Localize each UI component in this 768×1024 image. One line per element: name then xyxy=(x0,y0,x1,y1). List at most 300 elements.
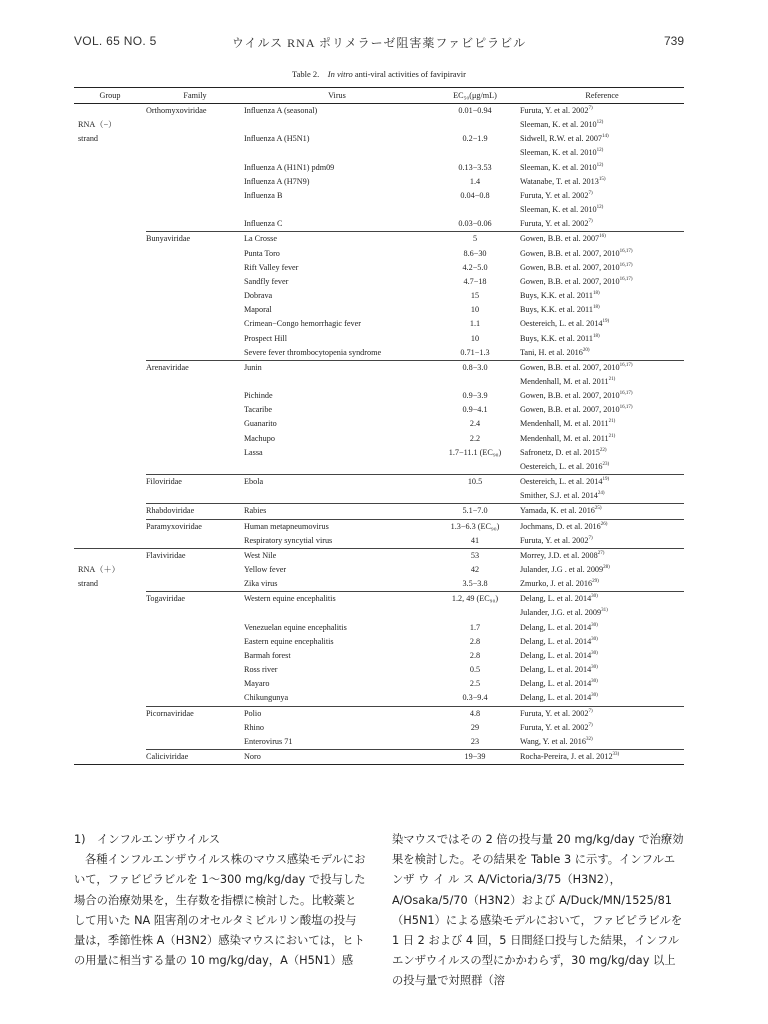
table-row xyxy=(74,175,684,189)
cell-family xyxy=(146,417,244,431)
table-row xyxy=(74,317,684,331)
cell-group xyxy=(74,303,146,317)
cell-ec50: 53 xyxy=(430,548,520,563)
cell-virus: Influenza B xyxy=(244,190,283,200)
cell-virus xyxy=(244,375,430,389)
cell-group xyxy=(74,606,146,620)
table-row xyxy=(74,346,684,361)
cell-group xyxy=(74,175,146,189)
cell-family xyxy=(146,691,244,706)
cell-group xyxy=(74,519,146,534)
cell-ec50: 19−39 xyxy=(430,750,520,765)
cell-reference xyxy=(520,563,684,577)
reference-citation-number: 19) xyxy=(602,319,610,325)
cell-group xyxy=(74,317,146,331)
table-row xyxy=(74,649,684,663)
table-row xyxy=(74,247,684,261)
cell-family xyxy=(146,289,244,303)
cell-family xyxy=(146,175,244,189)
cell-family xyxy=(146,563,244,577)
reference-citation-number: 33) xyxy=(612,752,620,758)
cell-reference xyxy=(520,663,684,677)
cell-reference xyxy=(520,332,684,346)
cell-reference xyxy=(520,635,684,649)
cell-reference xyxy=(520,706,684,721)
cell-virus: Junin xyxy=(244,360,430,375)
table-row xyxy=(74,475,684,490)
table-row xyxy=(74,663,684,677)
reference-citation-number: 16,17) xyxy=(619,405,633,411)
cell-family xyxy=(146,403,244,417)
cell-virus: Influenza A (H5N1) xyxy=(244,134,310,144)
cell-virus: Crimean−Congo hemorrhagic fever xyxy=(244,319,361,329)
cell-virus xyxy=(244,606,430,620)
cell-family: Rhabdoviridae xyxy=(146,504,244,519)
cell-group xyxy=(74,534,146,549)
cell-group xyxy=(74,360,146,375)
cell-group xyxy=(74,649,146,663)
cell-group xyxy=(74,261,146,275)
cell-ec50: 1.1 xyxy=(469,319,481,329)
cell-group xyxy=(74,247,146,261)
cell-ec50: 2.8 xyxy=(469,650,481,660)
cell-group xyxy=(74,706,146,721)
cell-group xyxy=(74,332,146,346)
table-row xyxy=(74,606,684,620)
cell-ec50: 0.9−3.9 xyxy=(462,391,488,401)
caption-prefix: Table 2. xyxy=(291,69,320,79)
cell-ec50: 0.13−3.53 xyxy=(458,162,492,172)
cell-reference xyxy=(520,375,684,389)
cell-virus: Polio xyxy=(244,706,430,721)
cell-virus xyxy=(244,146,430,160)
cell-virus: Noro xyxy=(244,750,430,765)
cell-reference xyxy=(520,691,684,706)
cell-virus xyxy=(244,460,430,475)
cell-reference xyxy=(520,403,684,417)
table-row xyxy=(74,635,684,649)
table-row xyxy=(74,621,684,635)
cell-virus: Barmah forest xyxy=(244,650,291,660)
cell-group xyxy=(74,489,146,504)
volume-label: VOL. 65 NO. 5 xyxy=(74,34,157,48)
cell-ec50: 10 xyxy=(470,305,480,315)
cell-ec50: 3.5−3.8 xyxy=(462,579,488,589)
cell-ec50: 0.9−4.1 xyxy=(462,405,488,415)
cell-ec50 xyxy=(430,146,520,160)
reference-text: Furuta, Y. et al. 2002 xyxy=(520,535,589,545)
cell-family: Filoviridae xyxy=(146,475,244,490)
cell-virus xyxy=(244,489,430,504)
cell-reference xyxy=(520,232,684,247)
reference-text: Jochmans, D. et al. 2016 xyxy=(520,521,601,531)
favipiravir-activity-table xyxy=(74,87,684,765)
cell-ec50 xyxy=(430,606,520,620)
reference-citation-number: 7) xyxy=(588,708,593,714)
cell-reference xyxy=(520,275,684,289)
cell-reference xyxy=(520,360,684,375)
cell-group xyxy=(74,663,146,677)
table-row xyxy=(74,504,684,519)
reference-text: Tani, H. et al. 2016 xyxy=(520,347,583,357)
reference-text: Yamada, K. et al. 2016 xyxy=(520,506,595,516)
cell-group: strand xyxy=(78,134,99,144)
cell-family xyxy=(146,663,244,677)
cell-group: strand xyxy=(78,579,99,589)
header-ec50: EC₅₀(μg/mL) xyxy=(430,88,520,104)
cell-group xyxy=(74,389,146,403)
favipiravir-table-wrapper xyxy=(74,87,684,765)
cell-ec50: 1.3−6.3 (EC₉₀) xyxy=(430,519,520,534)
reference-citation-number: 23) xyxy=(602,461,610,467)
cell-family xyxy=(146,735,244,750)
body-column-right xyxy=(392,830,684,992)
cell-virus: Zika virus xyxy=(244,579,278,589)
cell-family xyxy=(146,621,244,635)
reference-text: Zmurko, J. et al. 2016 xyxy=(520,579,593,589)
reference-text: Watanabe, T. et al. 2013 xyxy=(520,176,599,186)
cell-reference xyxy=(520,577,684,592)
reference-citation-number: 30) xyxy=(591,636,598,642)
cell-virus: Prospect Hill xyxy=(244,333,287,343)
cell-virus: Tacaribe xyxy=(244,405,273,415)
cell-ec50: 1.2, 49 (EC₉₀) xyxy=(430,592,520,607)
cell-reference xyxy=(520,317,684,331)
cell-reference xyxy=(520,289,684,303)
cell-group xyxy=(74,289,146,303)
cell-ec50: 1.7 xyxy=(469,622,481,632)
cell-group xyxy=(74,417,146,431)
reference-citation-number: 15) xyxy=(598,176,606,182)
reference-citation-number: 7) xyxy=(588,722,593,728)
cell-virus: Ross river xyxy=(244,665,278,675)
table-header-row xyxy=(74,88,684,104)
cell-family xyxy=(146,432,244,446)
cell-family: Paramyxoviridae xyxy=(146,519,244,534)
cell-ec50: 2.5 xyxy=(469,679,481,689)
cell-virus: Western equine encephalitis xyxy=(244,592,430,607)
reference-text: Furuta, Y. et al. 2002 xyxy=(520,190,589,200)
cell-virus: Respiratory syncytial virus xyxy=(244,535,333,545)
table-row xyxy=(74,446,684,460)
cell-group xyxy=(74,375,146,389)
cell-ec50: 0.04−0.8 xyxy=(460,190,490,200)
cell-ec50 xyxy=(430,489,520,504)
reference-citation-number: 30) xyxy=(591,622,598,628)
reference-text: Delang, L. et al. 2014 xyxy=(520,679,592,689)
cell-virus: La Crosse xyxy=(244,232,430,247)
reference-text: Delang, L. et al. 2014 xyxy=(520,636,592,646)
reference-citation-number: 31) xyxy=(601,608,608,614)
cell-ec50: 1.4 xyxy=(469,176,481,186)
reference-text: Gowen, B.B. et al. 2007, 2010 xyxy=(520,391,620,401)
journal-title: ウイルス RNA ポリメラーゼ阻害薬ファビピラビル xyxy=(231,36,527,50)
reference-text: Oestereich, L. et al. 2014 xyxy=(520,477,603,487)
table-row xyxy=(74,548,684,563)
reference-text: Gowen, B.B. et al. 2007, 2010 xyxy=(520,248,620,258)
reference-citation-number: 21) xyxy=(608,433,616,439)
cell-group xyxy=(74,432,146,446)
cell-group xyxy=(74,548,146,563)
cell-ec50: 2.2 xyxy=(469,433,481,443)
reference-citation-number: 12) xyxy=(596,205,604,211)
table-row xyxy=(74,161,684,175)
cell-reference xyxy=(520,446,684,460)
table-row xyxy=(74,104,684,119)
table-row xyxy=(74,375,684,389)
cell-reference xyxy=(520,217,684,232)
table-row xyxy=(74,275,684,289)
reference-citation-number: 16,17) xyxy=(619,248,633,254)
cell-family xyxy=(146,375,244,389)
cell-group xyxy=(74,691,146,706)
table-row xyxy=(74,519,684,534)
cell-family xyxy=(146,635,244,649)
cell-group xyxy=(74,460,146,475)
cell-virus: Influenza A (seasonal) xyxy=(244,106,318,115)
table-row xyxy=(74,232,684,247)
table-row xyxy=(74,577,684,592)
table-row xyxy=(74,146,684,160)
cell-ec50: 10 xyxy=(470,333,480,343)
body-column-left xyxy=(74,830,366,971)
cell-group xyxy=(74,750,146,765)
cell-ec50: 10.5 xyxy=(430,475,520,490)
table-row xyxy=(74,189,684,203)
cell-ec50: 0.5 xyxy=(469,665,481,675)
header-reference: Reference xyxy=(520,88,684,104)
cell-reference xyxy=(520,677,684,691)
cell-virus: Pichinde xyxy=(244,391,273,401)
reference-text: Furuta, Y. et al. 2002 xyxy=(520,708,589,718)
cell-reference xyxy=(520,519,684,534)
reference-text: Safronetz, D. et al. 2015 xyxy=(520,447,600,457)
table-body xyxy=(74,104,684,765)
reference-citation-number: 7) xyxy=(588,106,593,111)
cell-reference xyxy=(520,548,684,563)
cell-reference xyxy=(520,735,684,750)
reference-citation-number: 30) xyxy=(591,594,598,600)
cell-group xyxy=(74,346,146,361)
cell-family: Caliciviridae xyxy=(146,750,244,765)
cell-reference xyxy=(520,534,684,549)
reference-text: Julander, J.G . et al. 2009 xyxy=(520,565,604,574)
reference-text: Smither, S.J. et al. 2014 xyxy=(520,491,598,501)
reference-citation-number: 28) xyxy=(603,565,610,570)
cell-reference xyxy=(520,132,684,146)
cell-reference xyxy=(520,432,684,446)
cell-virus: Lassa xyxy=(244,447,263,457)
cell-virus xyxy=(244,203,430,217)
cell-group xyxy=(74,677,146,691)
cell-virus: Enterovirus 71 xyxy=(244,736,293,746)
cell-family: Bunyaviridae xyxy=(146,232,244,247)
table-row xyxy=(74,132,684,146)
cell-family xyxy=(146,446,244,460)
reference-text: Sleeman, K. et al. 2010 xyxy=(520,205,597,215)
reference-text: Delang, L. et al. 2014 xyxy=(520,693,592,703)
cell-ec50: 0.01−0.94 xyxy=(458,106,492,115)
table-row xyxy=(74,303,684,317)
cell-ec50: 5 xyxy=(430,232,520,247)
cell-family xyxy=(146,118,244,132)
reference-citation-number: 16,17) xyxy=(619,362,633,368)
body-paragraph-left: 各種インフルエンザウイルス株のマウス感染モデルにおいて，ファビピラビルを 1〜300 mg/kg/day で投与した場合の治療効果を，生存数を指標に検討した。比較薬として用いた NA 阻害剤のオセルタミビルリン酸塩の投与量は，季節性株 A（H3N2）感染マウスにおいては，ヒトの用量に相当する量の 10 mg/kg/day，A（H5N1）感 xyxy=(74,853,366,968)
reference-citation-number: 32) xyxy=(585,736,593,742)
reference-citation-number: 27) xyxy=(597,550,605,556)
reference-text: Furuta, Y. et al. 2002 xyxy=(520,219,589,229)
reference-citation-number: 12) xyxy=(596,162,604,168)
cell-reference xyxy=(520,203,684,217)
cell-ec50: 0.03−0.06 xyxy=(458,219,492,229)
cell-reference xyxy=(520,592,684,607)
reference-citation-number: 21) xyxy=(608,419,616,425)
cell-group xyxy=(74,189,146,203)
cell-virus: Influenza A (H1N1) pdm09 xyxy=(244,162,335,172)
cell-group xyxy=(74,403,146,417)
cell-family xyxy=(146,346,244,361)
cell-family xyxy=(146,389,244,403)
table-caption xyxy=(74,69,684,79)
cell-group: RNA（−） xyxy=(78,120,117,130)
section-subheading: 1) インフルエンザウイルス xyxy=(74,833,221,846)
cell-virus: Human metapneumovirus xyxy=(244,519,430,534)
cell-group xyxy=(74,592,146,607)
cell-family xyxy=(146,217,244,232)
table-row xyxy=(74,417,684,431)
cell-virus: Eastern equine encephalitis xyxy=(244,636,334,646)
reference-citation-number: 25) xyxy=(594,506,602,512)
cell-ec50: 4.2−5.0 xyxy=(462,262,488,272)
cell-reference xyxy=(520,504,684,519)
cell-reference xyxy=(520,649,684,663)
cell-family xyxy=(146,261,244,275)
reference-text: Gowen, B.B. et al. 2007, 2010 xyxy=(520,276,620,286)
cell-group: RNA（＋） xyxy=(78,565,120,574)
reference-citation-number: 30) xyxy=(591,679,598,685)
cell-family xyxy=(146,721,244,735)
cell-reference xyxy=(520,303,684,317)
cell-ec50: 0.2−1.9 xyxy=(462,134,488,144)
reference-text: Julander, J.G. et al. 2009 xyxy=(520,608,602,618)
table-row xyxy=(74,721,684,735)
reference-text: Gowen, B.B. et al. 2007, 2010 xyxy=(520,405,620,415)
reference-text: Furuta, Y. et al. 2002 xyxy=(520,106,589,115)
reference-text: Buys, K.K. et al. 2011 xyxy=(520,305,593,315)
cell-ec50: 4.7−18 xyxy=(463,276,487,286)
cell-ec50: 1.7−11.1 (EC₉₀) xyxy=(448,447,502,457)
cell-family xyxy=(146,317,244,331)
table-row xyxy=(74,261,684,275)
table-row xyxy=(74,534,684,549)
reference-citation-number: 18) xyxy=(592,305,600,311)
cell-virus: Yellow fever xyxy=(244,565,287,574)
cell-ec50: 23 xyxy=(470,736,480,746)
reference-citation-number: 12) xyxy=(596,148,604,154)
reference-citation-number: 16,17) xyxy=(619,262,633,268)
reference-citation-number: 30) xyxy=(591,650,598,656)
reference-text: Buys, K.K. et al. 2011 xyxy=(520,291,593,301)
cell-virus xyxy=(244,118,430,132)
reference-citation-number: 18) xyxy=(592,291,600,297)
table-row xyxy=(74,389,684,403)
cell-reference xyxy=(520,247,684,261)
caption-rest: anti-viral activities of favipiravir xyxy=(354,69,466,79)
cell-group xyxy=(74,146,146,160)
table-row xyxy=(74,403,684,417)
cell-group xyxy=(74,104,146,119)
cell-reference xyxy=(520,118,684,132)
cell-reference xyxy=(520,104,684,119)
reference-text: Mendenhall, M. et al. 2011 xyxy=(520,433,609,443)
reference-text: Mendenhall, M. et al. 2011 xyxy=(520,376,609,386)
reference-text: Mendenhall, M. et al. 2011 xyxy=(520,419,609,429)
table-row xyxy=(74,563,684,577)
cell-reference xyxy=(520,146,684,160)
cell-ec50: 0.8−3.0 xyxy=(430,360,520,375)
header-virus: Virus xyxy=(244,88,430,104)
table-row xyxy=(74,592,684,607)
cell-family xyxy=(146,332,244,346)
reference-citation-number: 20) xyxy=(582,347,590,353)
table-row xyxy=(74,360,684,375)
cell-ec50 xyxy=(430,460,520,475)
cell-group xyxy=(74,475,146,490)
cell-family xyxy=(146,132,244,146)
cell-ec50: 29 xyxy=(470,722,480,732)
cell-family xyxy=(146,303,244,317)
cell-group xyxy=(74,735,146,750)
cell-virus: Guanarito xyxy=(244,419,277,429)
cell-reference xyxy=(520,189,684,203)
cell-virus: Chikungunya xyxy=(244,693,289,703)
reference-citation-number: 7) xyxy=(588,535,593,541)
cell-group xyxy=(74,161,146,175)
cell-reference xyxy=(520,261,684,275)
table-row xyxy=(74,460,684,475)
cell-family xyxy=(146,161,244,175)
cell-ec50: 0.3−9.4 xyxy=(462,693,488,703)
cell-ec50 xyxy=(430,203,520,217)
cell-group xyxy=(74,446,146,460)
reference-citation-number: 24) xyxy=(597,491,605,497)
cell-family: Orthomyxoviridae xyxy=(146,106,207,115)
cell-reference xyxy=(520,750,684,765)
reference-citation-number: 16,17) xyxy=(619,276,633,282)
table-row xyxy=(74,677,684,691)
cell-group xyxy=(74,621,146,635)
cell-family xyxy=(146,146,244,160)
table-row xyxy=(74,735,684,750)
reference-citation-number: 18) xyxy=(592,333,600,339)
cell-family xyxy=(146,275,244,289)
cell-virus: West Nile xyxy=(244,548,430,563)
reference-citation-number: 30) xyxy=(591,665,598,671)
table-row xyxy=(74,706,684,721)
cell-family xyxy=(146,577,244,592)
reference-text: Delang, L. et al. 2014 xyxy=(520,622,592,632)
body-paragraph-right: 染マウスではその 2 倍の投与量 20 mg/kg/day で治療効果を検討した。その結果を Table 3 に示す。インフルエンザ ウ イ ル ス A/Victoria/3/75（H3N2），A/Osaka/5/70（H3N2）および A/Duck/MN/1525/81（H5N1）による感染モデルにおいて，ファビピラビルを 1 日 2 および 4 回，5 日間経口投与した結果，インフルエンザウイルスの型にかかわらず，30 mg/kg/day 以上の投与量で対照群（溶 xyxy=(392,833,684,988)
cell-virus: Severe fever thrombocytopenia syndrome xyxy=(244,347,382,357)
cell-ec50: 0.71−1.3 xyxy=(460,347,490,357)
cell-reference xyxy=(520,175,684,189)
header-group: Group xyxy=(74,88,146,104)
reference-text: Sleeman, K. et al. 2010 xyxy=(520,120,597,130)
cell-ec50: 41 xyxy=(470,535,480,545)
cell-family: Arenaviridae xyxy=(146,360,244,375)
cell-virus: Dobrava xyxy=(244,291,273,301)
reference-text: Sidwell, R.W. et al. 2007 xyxy=(520,134,603,144)
